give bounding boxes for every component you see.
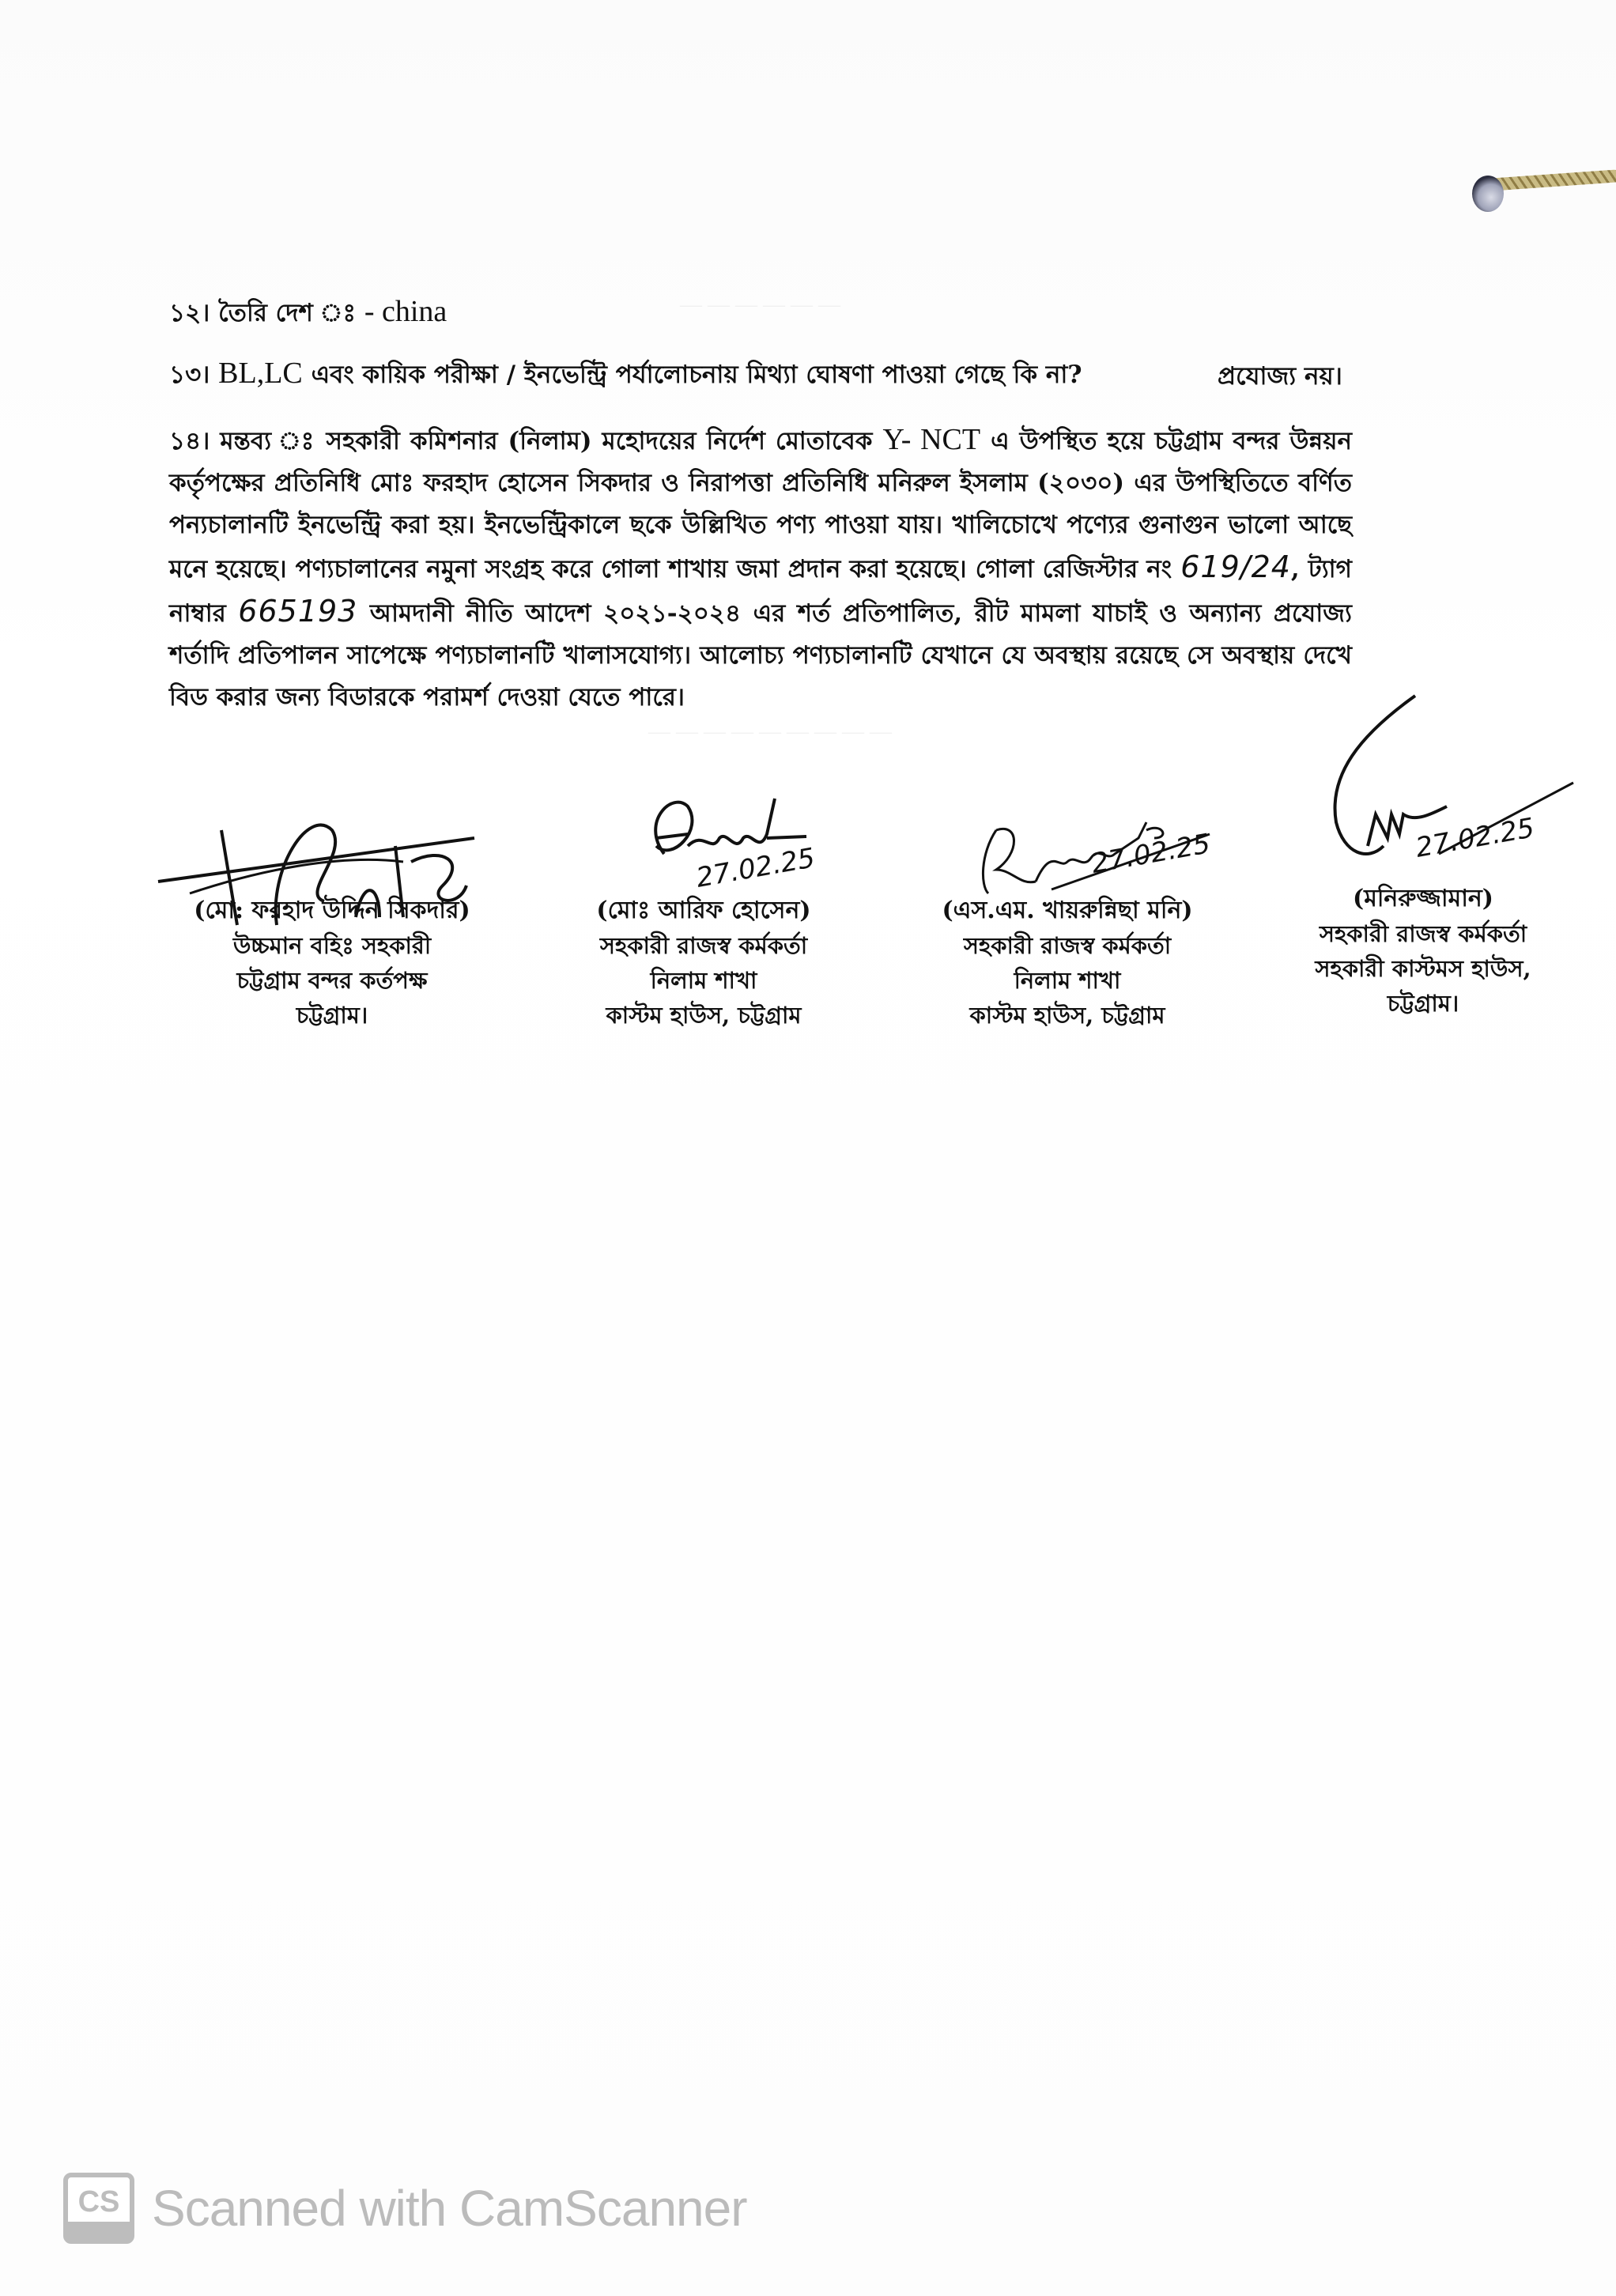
register-number-handwritten: 619/24	[1180, 549, 1291, 584]
item-12-value: - china	[364, 295, 447, 328]
camscanner-watermark-text: Scanned with CamScanner	[152, 2180, 747, 2237]
signatory-2-designation: সহকারী রাজস্ব কর্মকর্তা	[599, 932, 808, 959]
item-13-false-declaration	[169, 356, 1082, 397]
item-12-label: ১২। তৈরি দেশ ঃ	[169, 299, 357, 327]
tag-number-handwritten: 665193	[238, 594, 358, 629]
camscanner-logo-icon: CS	[63, 2173, 134, 2244]
bleed-through-text: — — — — — — — — —	[648, 719, 892, 744]
item-13-number: ১৩।	[169, 361, 210, 389]
signatory-1-organization: চট্টগ্রাম বন্দর কর্তপক্ষ	[236, 967, 428, 994]
item-14-label: ১৪। মন্তব্য ঃ	[169, 427, 316, 455]
signatory-1-name: (মো: ফরহাদ উদ্দিন সিকদার)	[194, 897, 470, 924]
item-12-country-of-origin	[169, 294, 447, 335]
item-14-text-3: , ট্যাগ নাম্বার	[169, 555, 1352, 628]
signatory-3-designation: সহকারী রাজস্ব কর্মকর্তা	[963, 932, 1172, 959]
signatory-2-branch: নিলাম শাখা	[650, 967, 757, 994]
signatory-2-name: (মোঃ আরিফ হোসেন)	[596, 897, 811, 924]
item-14-remarks	[169, 419, 1352, 719]
item-13-answer: প্রযোজ্য নয়।	[1218, 362, 1342, 391]
signatory-2-date: 27.02.25	[693, 842, 817, 894]
signatory-3-name: (এস.এম. খায়রুন্নিছা মনি)	[942, 897, 1193, 924]
signatory-4	[1257, 882, 1589, 1021]
item-14-text-4: আমদানী নীতি আদেশ ২০২১-২০২৪ এর শর্ত প্রতিপালিত, রীট মামলা যাচাই ও অন্যান্য প্রযোজ্য শর্তাদি প্রতিপালন সাপেক্ষে পণ্যচালানটি খালাসযোগ্য। আলোচ্য পণ্যচালানটি যেখানে যে অবস্থায় রয়েছে সে অবস্থায় দেখে বিড করার জন্য বিডারকে পরামর্শ দেওয়া যেতে পারে।	[169, 599, 1352, 712]
signatory-3-office: কাস্টম হাউস, চট্টগ্রাম	[969, 1002, 1165, 1029]
punch-hole	[1472, 176, 1504, 212]
item-14-text-2: এ উপস্থিত হয়ে চট্টগ্রাম বন্দর উন্নয়ন কর্তৃপক্ষের প্রতিনিধি মোঃ ফরহাদ হোসেন সিকদার ও নিরাপত্তা প্রতিনিধি মনিরুল ইসলাম (২০৩০) এর উপস্থিতিতে বর্ণিত পন্যচালানটি ইনভেন্ট্রি করা হয়। ইনভেন্ট্রিকালে ছকে উল্লিখিত পণ্য পাওয়া যায়। খালিচোখে পণ্যের গুনাগুন ভালো আছে মনে হয়েছে। পণ্যচালানের নমুনা সংগ্রহ করে গোলা শাখায় জমা প্রদান করা হয়েছে। গোলা রেজিস্টার নং	[169, 427, 1353, 583]
signatory-4-designation: সহকারী রাজস্ব কর্মকর্তা	[1319, 920, 1527, 947]
signatory-3	[901, 893, 1233, 1033]
item-14-text-1: সহকারী কমিশনার (নিলাম) মহোদয়ের নির্দেশ মোতাবেক	[326, 427, 873, 455]
signatory-3-date: 27.02.25	[1089, 828, 1213, 880]
signatory-4-name: (মনিরুজ্জামান)	[1353, 885, 1493, 912]
signatory-1-designation: উচ্চমান বহিঃ সহকারী	[232, 932, 432, 959]
signatory-1-city: চট্টগ্রাম।	[296, 1002, 368, 1029]
camscanner-watermark	[63, 2173, 747, 2244]
signatory-2-office: কাস্টম হাউস, চট্টগ্রাম	[606, 1002, 802, 1029]
signatory-4-office: সহকারী কাস্টমস হাউস,	[1315, 955, 1531, 982]
item-14-location: Y- NCT	[882, 423, 981, 456]
bleed-through-text: — — — — — —	[680, 293, 840, 317]
signatory-1	[158, 893, 506, 1033]
signatory-3-branch: নিলাম শাখা	[1014, 967, 1121, 994]
signatory-4-city: চট্টগ্রাম।	[1387, 990, 1459, 1017]
item-13-question: এবং কায়িক পরীক্ষা / ইনভেন্ট্রি পর্যালোচনায় মিথ্যা ঘোষণা পাওয়া গেছে কি না?	[311, 361, 1082, 389]
signatory-4-date: 27.02.25	[1413, 812, 1537, 864]
item-13-latin: BL,LC	[218, 357, 303, 390]
signatory-2	[546, 893, 862, 1033]
